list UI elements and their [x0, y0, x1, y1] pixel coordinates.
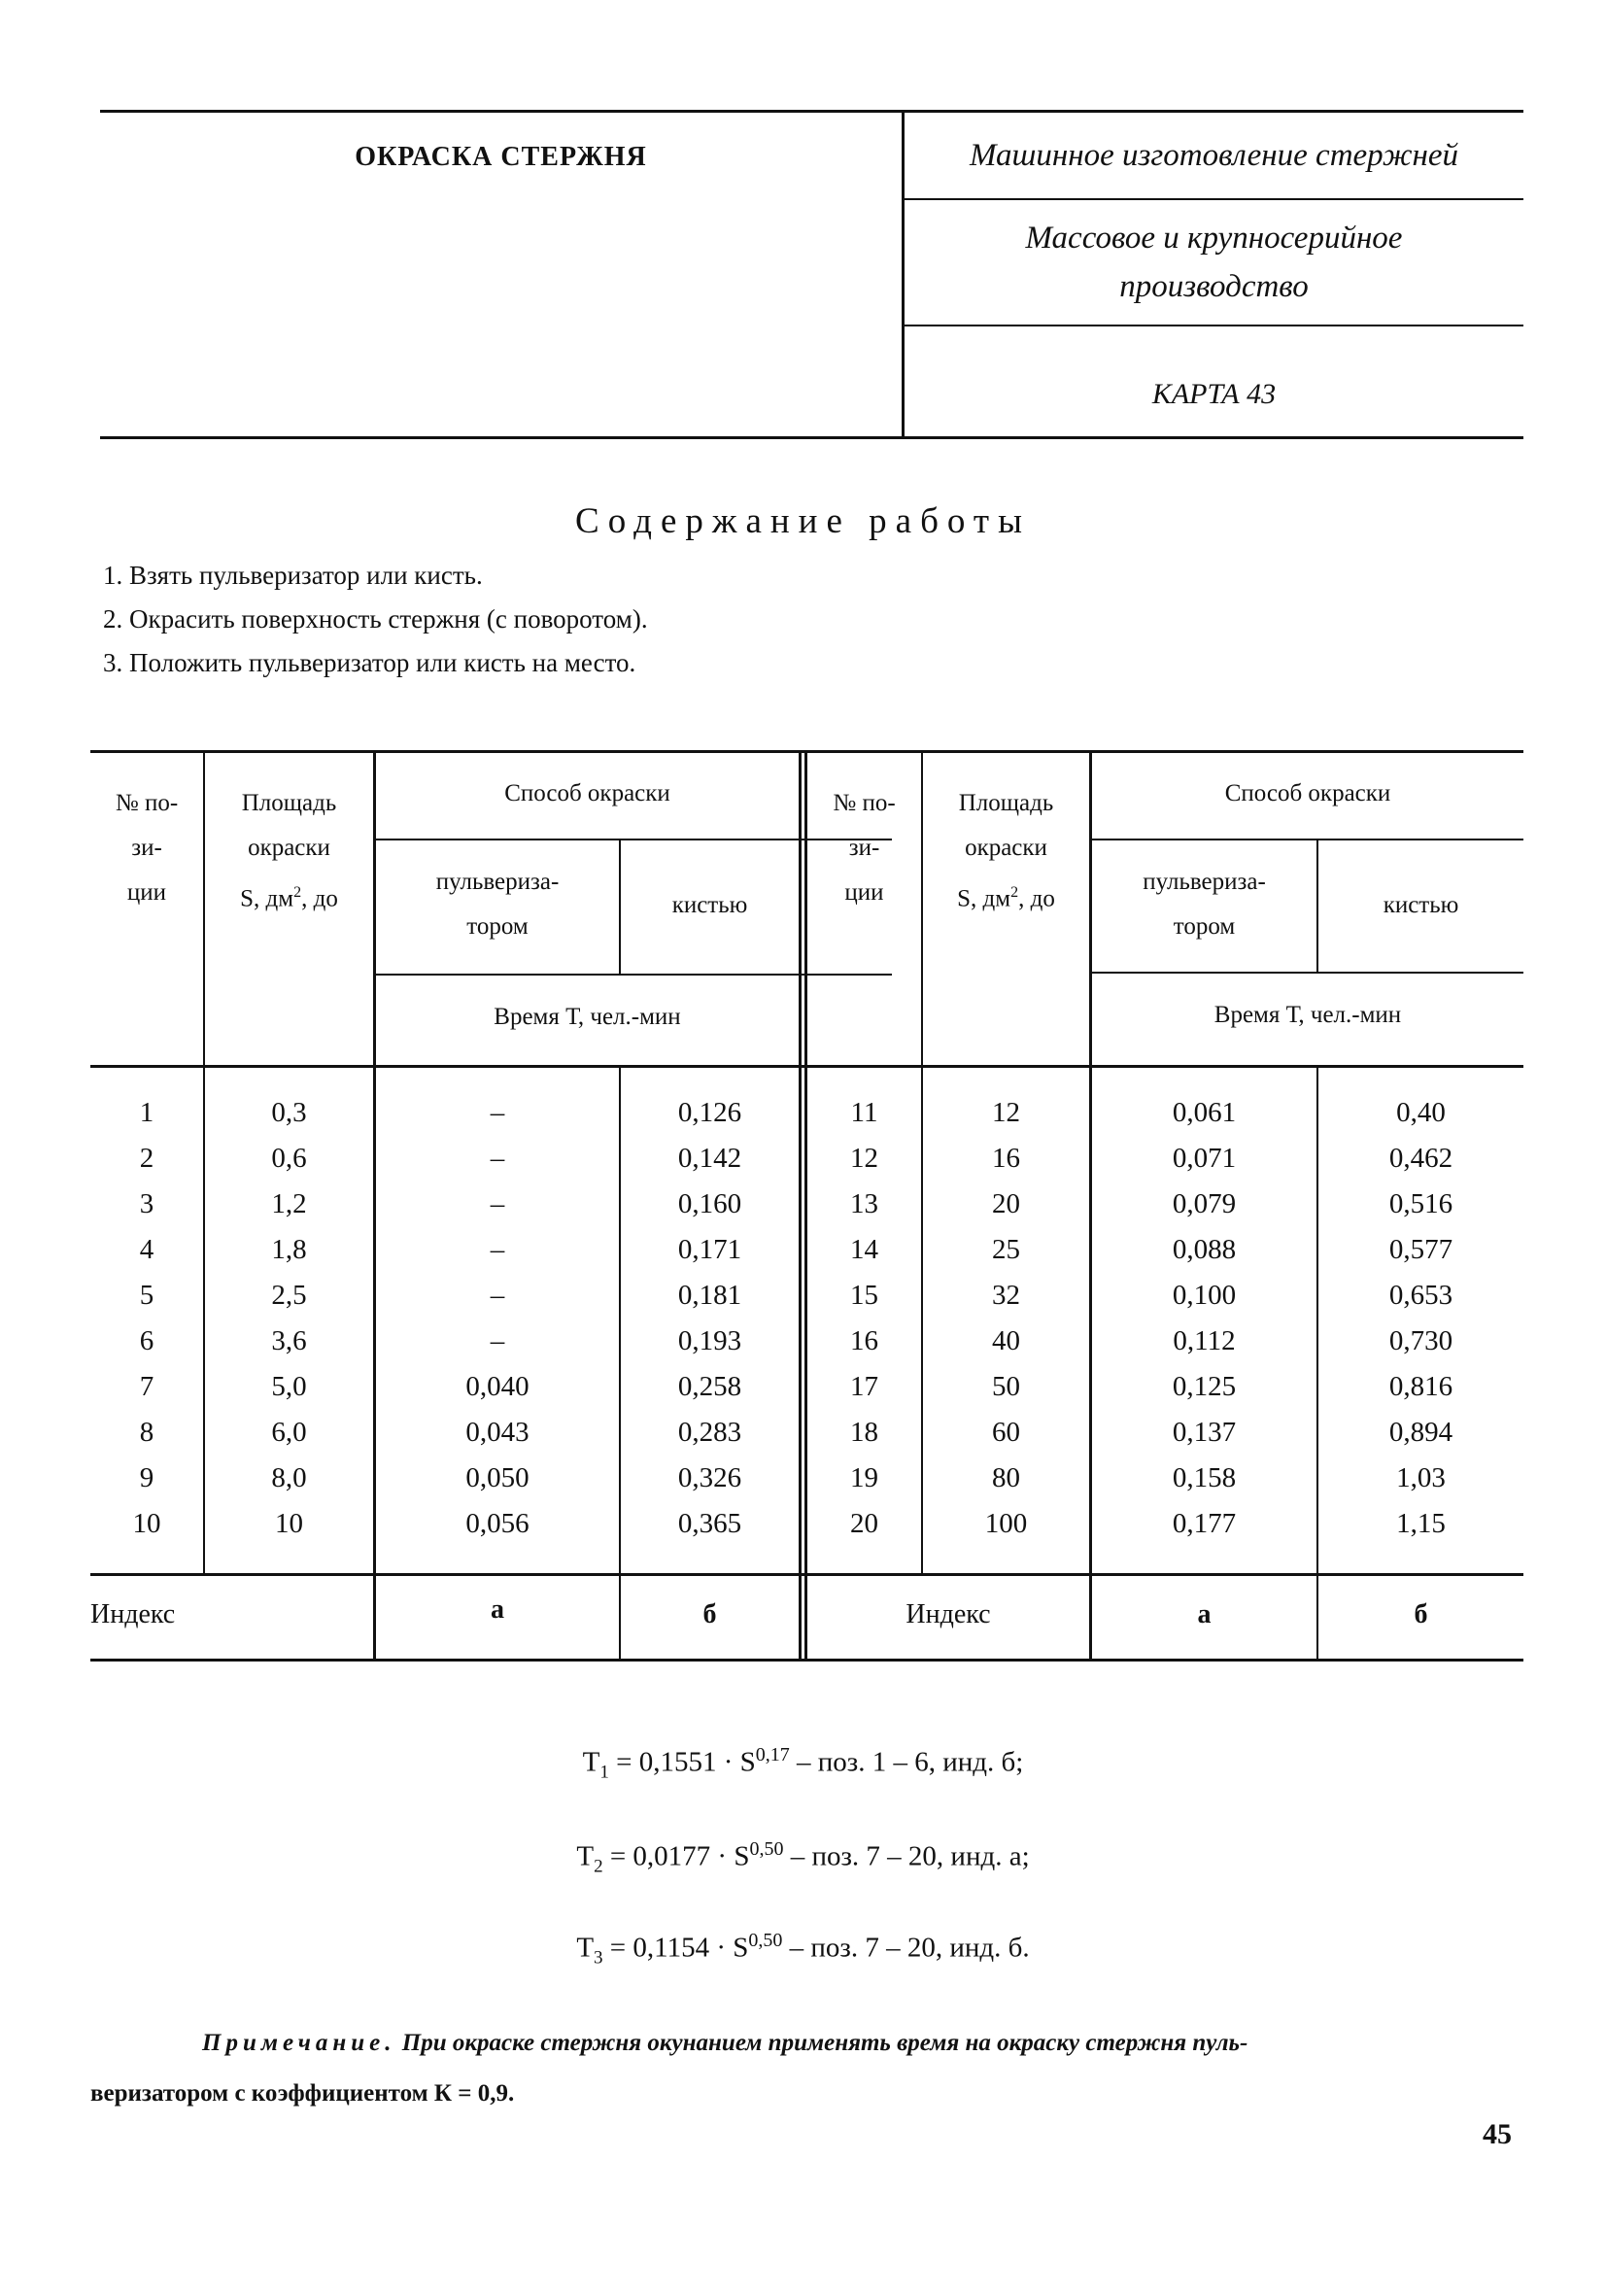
method-label: Машинное изготовление стержней [905, 113, 1523, 200]
header-method: Способ окраски [504, 780, 670, 806]
left-cell-brush: 0,326 [677, 1462, 742, 1493]
steps-list [103, 554, 648, 685]
header-right-cell [905, 113, 1523, 436]
header-spray: пульвериза- тором [435, 869, 560, 940]
note [90, 2018, 1519, 2119]
left-cell-pos: 2 [139, 1143, 154, 1174]
right-cell-pos: 19 [850, 1462, 878, 1493]
left-cell-spray: – [490, 1097, 505, 1128]
operation-title: ОКРАСКА СТЕРЖНЯ [355, 142, 647, 172]
left-cell-spray: 0,050 [465, 1462, 530, 1493]
formula-t2: $T_2 = 0,0177 \cdot S^{0,50}$ – поз. 7 – 20, инд. а; [576, 1838, 1030, 1877]
left-cell-pos: 1 [139, 1097, 154, 1128]
right-cell-spray: 0,177 [1172, 1508, 1237, 1539]
right-cell-brush: 0,894 [1388, 1417, 1453, 1448]
rule-sub-header-right [1091, 839, 1523, 840]
right-cell-spray: 0,071 [1172, 1143, 1237, 1174]
right-cell-brush: 0,730 [1388, 1325, 1453, 1356]
right-cell-pos: 11 [850, 1097, 878, 1128]
left-cell-brush: 0,142 [677, 1143, 742, 1174]
left-cell-pos: 9 [139, 1462, 154, 1493]
header-left-cell [100, 113, 905, 436]
right-cell-pos: 12 [850, 1143, 878, 1174]
note-label: Примечание. [202, 2030, 396, 2056]
right-cell-area: 60 [992, 1417, 1020, 1448]
left-cell-brush: 0,193 [677, 1325, 742, 1356]
left-cell-pos: 8 [139, 1417, 154, 1448]
left-cell-area: 0,3 [271, 1097, 307, 1128]
header-area: Площадь окраски S, $дм^2$, до [957, 790, 1055, 912]
header-pos: № по- зи- ции [833, 790, 896, 906]
production-type [905, 200, 1523, 326]
left-cell-spray: – [490, 1234, 505, 1265]
left-cell-area: 0,6 [271, 1143, 307, 1174]
formula-t1: $T_1 = 0,1551 \cdot S^{0,17}$ – поз. 1 – 6, инд. б; [582, 1744, 1024, 1783]
right-cell-brush: 0,577 [1388, 1234, 1453, 1265]
header-area: Площадь окраски S, $дм^2$, до [240, 790, 338, 912]
left-cell-pos: 6 [139, 1325, 154, 1356]
left-cell-spray: – [490, 1143, 505, 1174]
index-a: а [1197, 1599, 1212, 1629]
left-cell-spray: 0,043 [465, 1417, 530, 1448]
right-cell-area: 16 [992, 1143, 1020, 1174]
production-line-2: производство [1119, 269, 1309, 304]
left-cell-pos: 10 [132, 1508, 161, 1539]
right-cell-brush: 0,462 [1388, 1143, 1453, 1174]
index-b: б [1414, 1599, 1428, 1629]
right-cell-area: 40 [992, 1325, 1020, 1356]
left-cell-brush: 0,283 [677, 1417, 742, 1448]
left-cell-area: 6,0 [271, 1417, 307, 1448]
right-cell-spray: 0,100 [1172, 1280, 1237, 1311]
left-cell-spray: 0,056 [465, 1508, 530, 1539]
header-brush: кистью [671, 892, 748, 918]
right-cell-pos: 13 [850, 1188, 878, 1219]
rule-center-a [799, 750, 802, 1662]
production-line-1: Массовое и крупносерийное [1025, 221, 1403, 256]
left-cell-brush: 0,171 [677, 1234, 742, 1265]
header-method: Способ окраски [1224, 780, 1391, 806]
right-cell-pos: 14 [850, 1234, 878, 1265]
index-b: б [702, 1599, 717, 1629]
left-cell-area: 2,5 [271, 1280, 307, 1311]
right-cell-spray: 0,112 [1173, 1325, 1236, 1356]
right-cell-brush: 1,03 [1396, 1462, 1446, 1493]
step-item: 1. Взять пульверизатор или кисть. [103, 561, 483, 590]
left-cell-spray: – [490, 1280, 505, 1311]
work-content-title: Содержание работы [575, 501, 1031, 541]
left-cell-brush: 0,126 [677, 1097, 742, 1128]
right-cell-spray: 0,088 [1172, 1234, 1237, 1265]
right-cell-spray: 0,158 [1172, 1462, 1237, 1493]
right-cell-pos: 17 [850, 1371, 878, 1402]
time-norm-table [90, 750, 1523, 1662]
header-spray: пульвериза- тором [1143, 869, 1266, 940]
right-cell-area: 32 [992, 1280, 1020, 1311]
left-cell-area: 10 [275, 1508, 303, 1539]
left-cell-spray: – [490, 1188, 505, 1219]
header-brush: кистью [1383, 892, 1459, 918]
left-cell-brush: 0,181 [677, 1280, 742, 1311]
note-text-continued: веризатором с коэффициентом К = 0,9. [90, 2080, 515, 2107]
left-cell-area: 1,2 [271, 1188, 307, 1219]
left-cell-brush: 0,365 [677, 1508, 742, 1539]
left-cell-area: 3,6 [271, 1325, 307, 1356]
right-cell-area: 100 [984, 1508, 1028, 1539]
left-cell-area: 8,0 [271, 1462, 307, 1493]
right-cell-pos: 16 [850, 1325, 878, 1356]
left-cell-pos: 4 [139, 1234, 154, 1265]
right-cell-brush: 0,40 [1396, 1097, 1446, 1128]
rule-time-right [1091, 972, 1523, 974]
right-cell-pos: 20 [850, 1508, 878, 1539]
right-cell-pos: 15 [850, 1280, 878, 1311]
formula-t3: $T_3 = 0,1154 \cdot S^{0,50}$ – поз. 7 – 20, инд. б. [576, 1930, 1030, 1969]
right-cell-area: 25 [992, 1234, 1020, 1265]
right-cell-area: 50 [992, 1371, 1020, 1402]
header-pos: № по- зи- ции [115, 790, 179, 906]
left-cell-pos: 3 [139, 1188, 154, 1219]
index-label: Индекс [90, 1599, 176, 1629]
note-text: При окраске стержня окунанием применять время на окраску стержня пуль- [401, 2030, 1248, 2056]
card-header [100, 110, 1523, 439]
left-cell-area: 1,8 [271, 1234, 307, 1265]
index-a: а [491, 1594, 504, 1625]
right-cell-brush: 0,816 [1388, 1371, 1453, 1402]
step-item: 2. Окрасить поверхность стержня (с поворотом). [103, 604, 648, 634]
right-cell-spray: 0,137 [1172, 1417, 1237, 1448]
left-cell-spray: 0,040 [465, 1371, 530, 1402]
right-cell-pos: 18 [850, 1417, 878, 1448]
left-cell-pos: 7 [139, 1371, 154, 1402]
right-cell-area: 80 [992, 1462, 1020, 1493]
header-time: Время Т, чел.-мин [494, 1004, 681, 1030]
header-time: Время Т, чел.-мин [1213, 1002, 1402, 1028]
right-cell-area: 12 [992, 1097, 1020, 1128]
card-number: КАРТА 43 [1151, 378, 1277, 410]
rule-time-left [375, 974, 892, 976]
page-number: 45 [1483, 2118, 1512, 2150]
left-cell-pos: 5 [139, 1280, 154, 1311]
step-item: 3. Положить пульверизатор или кисть на место. [103, 648, 636, 677]
right-cell-spray: 0,061 [1172, 1097, 1237, 1128]
left-cell-brush: 0,258 [677, 1371, 742, 1402]
right-cell-brush: 0,516 [1388, 1188, 1453, 1219]
left-cell-area: 5,0 [271, 1371, 307, 1402]
right-cell-brush: 1,15 [1396, 1508, 1446, 1539]
right-cell-spray: 0,125 [1172, 1371, 1237, 1402]
right-cell-brush: 0,653 [1388, 1280, 1453, 1311]
index-label: Индекс [906, 1599, 991, 1629]
left-cell-spray: – [490, 1325, 505, 1356]
right-cell-area: 20 [992, 1188, 1020, 1219]
right-cell-spray: 0,079 [1172, 1188, 1237, 1219]
left-cell-brush: 0,160 [677, 1188, 742, 1219]
